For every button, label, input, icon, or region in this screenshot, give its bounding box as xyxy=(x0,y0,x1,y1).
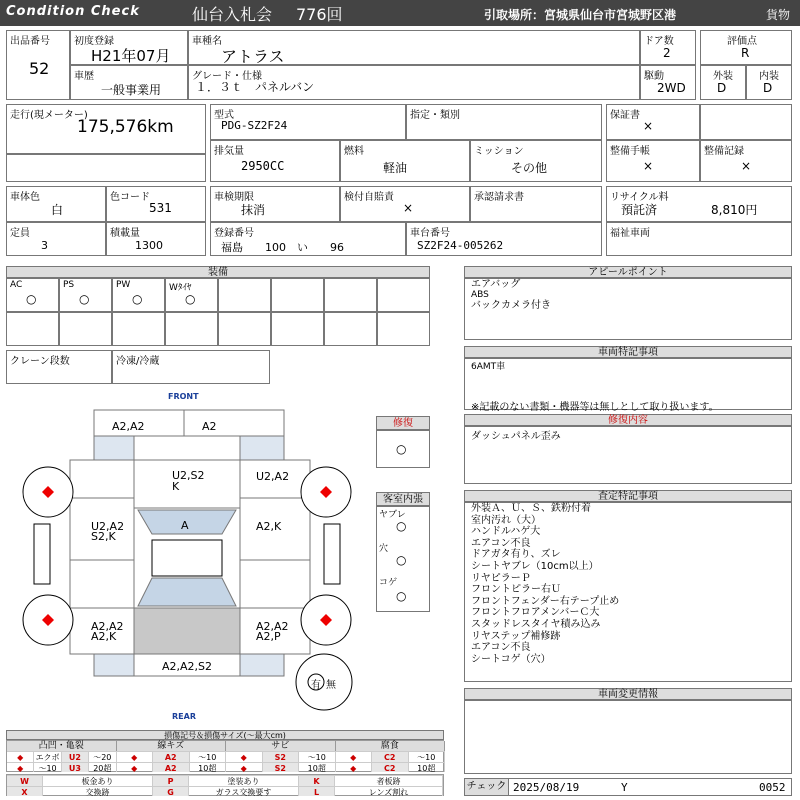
dmg-right-rear-2: A2,P xyxy=(256,630,281,643)
equip-cell xyxy=(377,312,430,346)
recycle-label: リサイクル料 xyxy=(610,192,669,203)
spare-no: 無 xyxy=(326,680,336,691)
legend-cell: 〜10 xyxy=(34,762,61,773)
maint-rec-box xyxy=(700,140,792,182)
freezer-box xyxy=(112,350,270,384)
vehicle-category: 貨物 xyxy=(766,8,791,22)
legend-cell: U3 xyxy=(62,762,89,773)
legend-cell: ◆ xyxy=(117,762,154,773)
score-box xyxy=(700,30,792,65)
appeal-line: ABS xyxy=(471,290,489,300)
pickup-location: 引取場所：宮城県仙台市宮城野区港 xyxy=(484,8,677,22)
grade-box xyxy=(188,65,640,100)
displacement-label: 排気量 xyxy=(214,146,244,157)
recycle-fee: 8,810円 xyxy=(711,203,758,217)
interior-mark: ○ xyxy=(396,519,407,533)
color-code-label: 色コード xyxy=(110,192,150,203)
code-cell: 交換跡 xyxy=(43,786,153,797)
capacity-value: 3 xyxy=(41,239,48,252)
inspection-value: 抹消 xyxy=(241,203,266,217)
legend-cell: ◆ xyxy=(226,762,263,773)
check-bar xyxy=(464,778,792,796)
legend-cell: 〜10 xyxy=(409,751,446,762)
score-label: 評価点 xyxy=(727,36,757,47)
note-line: 外装Ａ、Ｕ、Ｓ、鉄粉付着 xyxy=(471,503,591,514)
interior-label: 穴 xyxy=(379,544,389,554)
legend-cell: A2 xyxy=(153,751,190,762)
equip-cell xyxy=(218,278,271,312)
body-color-value: 白 xyxy=(51,203,64,217)
mileage-box xyxy=(6,104,206,154)
code-cell: P xyxy=(153,775,189,786)
body-color-box xyxy=(6,186,106,222)
legend-cell: ◆ xyxy=(7,762,34,773)
lot-box xyxy=(6,30,70,100)
equip-cell xyxy=(165,312,218,346)
code-cell: 板金あり xyxy=(43,775,153,786)
note-line: スタッドレスタイヤ積み込み xyxy=(471,619,601,630)
name-label: 車種名 xyxy=(192,36,222,47)
self-insp-value: × xyxy=(403,201,414,215)
special-line: 6AMT車 xyxy=(471,362,506,372)
appeal-line: バックカメラ付き xyxy=(471,300,551,311)
equip-cell-pw xyxy=(112,278,165,312)
legend-cell: ◆ xyxy=(336,762,373,773)
plate-value: 福島 100 い 96 xyxy=(221,241,344,254)
dmg-right-rear: A2,A2 xyxy=(256,620,289,633)
note-line: 室内汚れ（大） xyxy=(471,514,541,526)
load-label: 積載量 xyxy=(110,228,140,239)
doors-value: 2 xyxy=(663,46,671,60)
legend-cell: ◆ xyxy=(226,751,263,762)
car-name: アトラス xyxy=(221,47,285,66)
repair-mark: ○ xyxy=(396,442,407,456)
interior-label: コゲ xyxy=(379,578,398,588)
appeal-line: エアバッグ xyxy=(471,279,521,290)
session-number: 776回 xyxy=(296,5,343,24)
code-cell: L xyxy=(299,786,335,797)
recycle-box xyxy=(606,186,792,222)
notes-box xyxy=(464,502,792,682)
note-line: ハンドルハゲ大 xyxy=(471,526,541,538)
check-mark: Y xyxy=(621,781,628,794)
note-line: シートヤブレ（10cm以上） xyxy=(471,561,599,572)
chassis-label: 車台番号 xyxy=(410,228,450,239)
auction-name: 仙台入札会 xyxy=(192,5,273,24)
note-line: エアコン不良 xyxy=(471,537,531,549)
repair-title: 修復 xyxy=(376,416,430,430)
legend-cell: C2 xyxy=(372,751,409,762)
color-code-value: 531 xyxy=(149,201,172,215)
history-label: 車歴 xyxy=(74,71,94,82)
change-box xyxy=(464,700,792,774)
fuel-value: 軽油 xyxy=(383,161,408,175)
legend-cell: ◆ xyxy=(336,751,373,762)
legend-cell: エクボ xyxy=(34,751,61,762)
code-cell: レンズ割れ xyxy=(335,786,443,797)
score-value: R xyxy=(741,46,750,60)
body-color-label: 車体色 xyxy=(10,192,40,203)
interior-mark: ○ xyxy=(396,589,407,603)
rear-label: REAR xyxy=(172,712,196,721)
mileage-value: 175,576km xyxy=(77,117,174,137)
note-line: フロントフェンダー右テープ止め xyxy=(471,595,620,607)
lot-number: 52 xyxy=(29,59,50,78)
equip-cell xyxy=(218,312,271,346)
inspection-label: 車検期限 xyxy=(214,192,254,203)
lot-label: 出品番号 xyxy=(10,36,50,47)
self-insp-label: 検付自賠責 xyxy=(344,192,394,203)
reg-box xyxy=(70,30,188,65)
note-line: リヤピラーＰ xyxy=(471,572,531,584)
dmg-left-rear-2: A2,K xyxy=(91,630,117,643)
approval-box xyxy=(470,186,602,222)
fuel-box xyxy=(340,140,470,182)
spare-yes: 有 xyxy=(311,680,321,691)
mission-box xyxy=(470,140,602,182)
special-note: ※記載のない書類・機器等は無しとして取り扱います。 xyxy=(471,402,719,413)
note-line: リヤステップ補修跡 xyxy=(471,630,561,642)
crane-label: クレーン段数 xyxy=(10,356,70,367)
dmg-left-rear: A2,A2 xyxy=(91,620,124,633)
equip-cell-wtire xyxy=(165,278,218,312)
welfare-label: 福祉車両 xyxy=(610,228,650,239)
interior-title: 客室内張 xyxy=(376,492,430,506)
mileage-label: 走行(現メーター) xyxy=(10,110,88,121)
dmg-right-mid: A2,K xyxy=(256,520,282,533)
model-label: 型式 xyxy=(214,110,234,121)
approval-label: 承認請求書 xyxy=(474,192,524,203)
color-code-box xyxy=(106,186,206,222)
note-line: フロントピラー右Ｕ xyxy=(471,584,561,596)
note-line: エアコン不良 xyxy=(471,642,531,654)
legend-cell: 10超 xyxy=(409,762,446,773)
check-date: 2025/08/19 xyxy=(513,781,580,794)
dmg-rear: A2,A2,S2 xyxy=(162,660,213,673)
designation-label: 指定・類別 xyxy=(410,110,460,121)
welfare-box xyxy=(606,222,792,256)
header-title: Condition Check xyxy=(6,4,140,19)
legend-cell: U2 xyxy=(62,751,89,762)
maint-value: × xyxy=(643,159,654,173)
capacity-box xyxy=(6,222,106,256)
legend-cell: 10超 xyxy=(299,762,336,773)
fuel-label: 燃料 xyxy=(344,146,364,157)
legend-group-title: 腐食 xyxy=(336,741,446,751)
equip-mark: ○ xyxy=(26,292,37,306)
legend-cell: C2 xyxy=(372,762,409,773)
dmg-right-fender: U2,A2 xyxy=(256,470,290,483)
legend-cell: 〜10 xyxy=(299,751,336,762)
maint-label: 整備手帳 xyxy=(610,146,650,157)
code-cell: 者板跡 xyxy=(335,775,443,786)
int-box xyxy=(746,65,792,100)
equip-cell xyxy=(271,312,324,346)
header-bar xyxy=(0,0,800,26)
equip-mark: ○ xyxy=(79,292,90,306)
equip-cell-ac xyxy=(6,278,59,312)
chassis-value: SZ2F24-005262 xyxy=(417,239,504,252)
dmg-front-left: A2,A2 xyxy=(112,420,145,433)
dmg-hood: U2,S2 xyxy=(172,469,205,482)
legend-group-title: サビ xyxy=(226,741,336,751)
warranty-extra xyxy=(700,104,792,140)
legend-cell: 〜10 xyxy=(190,751,227,762)
recycle-status: 預託済 xyxy=(621,203,658,217)
code-cell: G xyxy=(153,786,189,797)
equip-mark: ○ xyxy=(185,292,196,306)
model-box xyxy=(210,104,406,140)
legend-cell: ◆ xyxy=(117,751,154,762)
legend-cell: 10超 xyxy=(190,762,227,773)
ext-label: 外装 xyxy=(713,71,733,82)
note-line: ドアガタ有り、ズレ xyxy=(471,549,561,561)
int-value: D xyxy=(763,81,773,95)
chassis-box xyxy=(406,222,602,256)
equip-cell xyxy=(271,278,324,312)
inspection-box xyxy=(210,186,340,222)
note-line: シートコゲ（穴） xyxy=(471,653,551,665)
repair-content: ダッシュパネル歪み xyxy=(471,431,561,442)
equip-cell-ps xyxy=(59,278,112,312)
appeal-title: アピールポイント xyxy=(464,266,792,278)
interior-box xyxy=(376,506,430,612)
drive-label: 駆動 xyxy=(644,71,664,82)
load-box xyxy=(106,222,206,256)
repair-content-title: 修復内容 xyxy=(464,414,792,426)
legend-group-title: 凸凹・亀裂 xyxy=(7,741,117,751)
special-title: 車両特記事項 xyxy=(464,346,792,358)
legend-group-title: 線キズ xyxy=(117,741,227,751)
name-box xyxy=(188,30,640,65)
legend-cell: ◆ xyxy=(7,751,34,762)
displacement-box xyxy=(210,140,340,182)
code-cell: ガラス交換要す xyxy=(189,786,299,797)
reg-value: H21年07月 xyxy=(91,47,171,65)
legend-cell: S2 xyxy=(263,751,300,762)
legend-cell: 〜20 xyxy=(89,751,116,762)
drive-box xyxy=(640,65,696,100)
equip-cell xyxy=(6,312,59,346)
legend-grid xyxy=(6,740,444,772)
drive-value: 2WD xyxy=(657,81,686,95)
notes-title: 査定特記事項 xyxy=(464,490,792,502)
legend-cell: 20超 xyxy=(89,762,116,773)
displacement-value: 2950CC xyxy=(241,159,285,173)
load-value: 1300 xyxy=(135,239,163,252)
doors-label: ドア数 xyxy=(644,36,674,47)
repair-content-box xyxy=(464,426,792,484)
code-cell: W xyxy=(7,775,43,786)
repair-box xyxy=(376,430,430,468)
plate-label: 登録番号 xyxy=(214,228,254,239)
check-label: チェック xyxy=(465,779,509,795)
self-insp-box xyxy=(340,186,470,222)
designation-box xyxy=(406,104,602,140)
doors-box xyxy=(640,30,696,65)
code-cell: K xyxy=(299,775,335,786)
dmg-hood-2: K xyxy=(172,480,180,493)
equip-label: Wﾀｲﾔ xyxy=(169,283,192,293)
interior-label: ヤブレ xyxy=(379,510,406,520)
plate-box xyxy=(210,222,406,256)
change-title: 車両変更情報 xyxy=(464,688,792,700)
dmg-front-right: A2 xyxy=(202,420,217,433)
interior-mark: ○ xyxy=(396,553,407,567)
history-box xyxy=(70,65,188,100)
equip-label: PW xyxy=(116,280,131,290)
equipment-title: 装備 xyxy=(6,266,430,278)
freezer-label: 冷凍/冷蔵 xyxy=(116,356,160,367)
maint-rec-value: × xyxy=(741,159,752,173)
crane-box xyxy=(6,350,112,384)
dmg-roof: A xyxy=(181,519,189,532)
mission-value: その他 xyxy=(511,161,548,175)
equip-label: PS xyxy=(63,280,75,290)
equip-mark: ○ xyxy=(132,292,143,306)
equip-cell xyxy=(59,312,112,346)
equip-cell xyxy=(324,278,377,312)
code-grid xyxy=(6,774,444,796)
front-label: FRONT xyxy=(168,392,199,401)
history-value: 一般事業用 xyxy=(101,83,162,97)
mileage-extra xyxy=(6,154,206,182)
legend-cell: A2 xyxy=(153,762,190,773)
grade-value: １．３ｔ パネルバン xyxy=(195,80,315,94)
note-line: フロントフロアメンバーＣ大 xyxy=(471,607,600,619)
equip-cell xyxy=(112,312,165,346)
special-box xyxy=(464,358,792,413)
warranty-value: × xyxy=(643,119,654,133)
equip-label: AC xyxy=(10,280,23,290)
code-cell: X xyxy=(7,786,43,797)
maint-box xyxy=(606,140,700,182)
equip-cell xyxy=(324,312,377,346)
legend-cell: S2 xyxy=(263,762,300,773)
appeal-box xyxy=(464,278,792,340)
equip-cell xyxy=(377,278,430,312)
legend-title: 損傷記号＆損傷サイズ(〜最大cm) xyxy=(6,730,444,740)
int-label: 内装 xyxy=(759,71,779,82)
check-number: 0052 xyxy=(759,781,786,794)
reg-label: 初度登録 xyxy=(74,36,114,47)
model-value: PDG-SZ2F24 xyxy=(221,119,288,132)
code-cell: 塗装あり xyxy=(189,775,299,786)
ext-box xyxy=(700,65,746,100)
ext-value: D xyxy=(717,81,727,95)
warranty-box xyxy=(606,104,700,140)
warranty-label: 保証書 xyxy=(610,110,640,121)
maint-rec-label: 整備記録 xyxy=(704,146,744,157)
dmg-left-mid: U2,A2 xyxy=(91,520,125,533)
capacity-label: 定員 xyxy=(10,228,30,239)
mission-label: ミッション xyxy=(474,146,524,157)
dmg-left-mid-2: S2,K xyxy=(91,530,116,543)
grade-label: グレード・仕様 xyxy=(192,71,262,82)
